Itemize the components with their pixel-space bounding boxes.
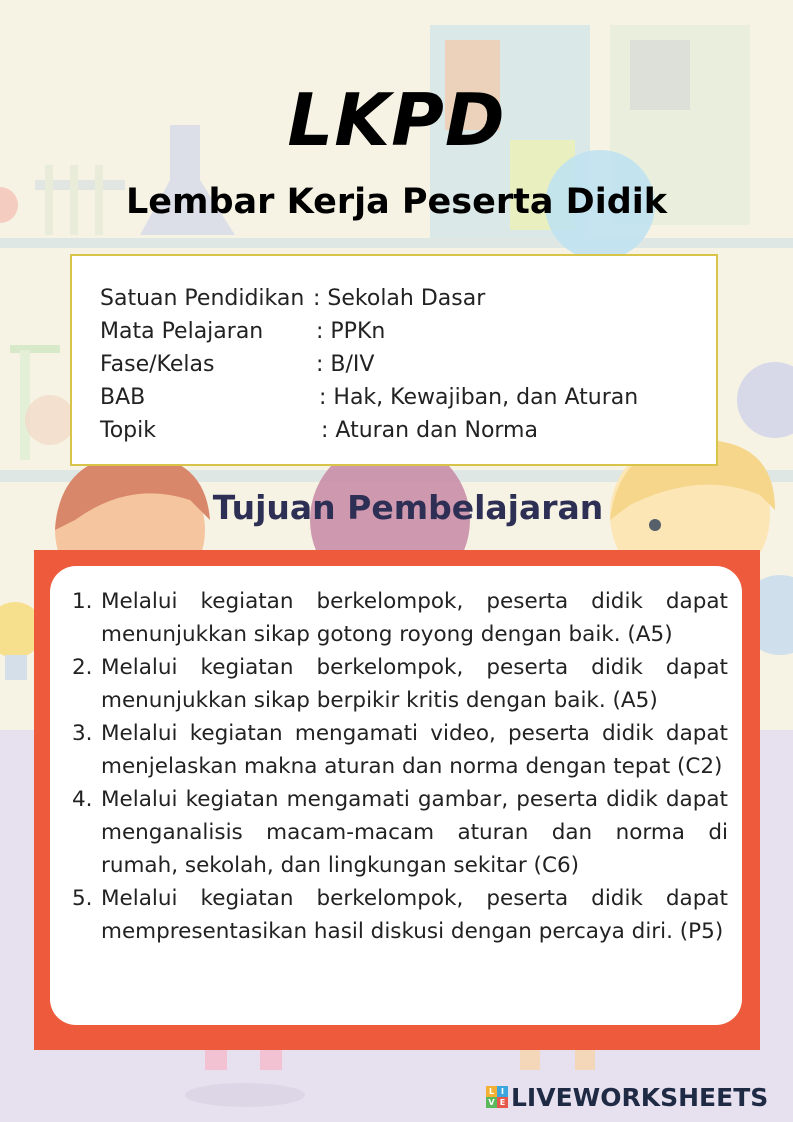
list-item-number: 4. [72, 787, 93, 812]
info-row-mapel [100, 315, 386, 348]
liveworksheets-logo[interactable] [486, 1081, 768, 1113]
logo-text: LIVEWORKSHEETS [511, 1082, 769, 1112]
logo-letter: V [486, 1097, 497, 1108]
logo-letter: I [497, 1086, 508, 1097]
info-label: Mata Pelajaran [100, 319, 264, 344]
list-item-number: 3. [72, 721, 93, 746]
info-value: : B/IV [316, 352, 375, 377]
page-title: LKPD [287, 78, 506, 162]
info-row-bab [100, 381, 639, 414]
info-label: Topik [100, 418, 156, 443]
page-subtitle: Lembar Kerja Peserta Didik [125, 182, 668, 222]
info-label: Fase/Kelas [100, 352, 215, 377]
objectives-list [72, 585, 728, 948]
info-label: Satuan Pendidikan [100, 286, 305, 311]
list-item [72, 882, 728, 948]
section-title-tujuan: Tujuan Pembelajaran [212, 488, 604, 527]
list-item-text: Melalui kegiatan berkelompok, peserta didik dapat menunjukkan sikap gotong royong dengan baik. (A5) [101, 589, 728, 647]
info-value: : Hak, Kewajiban, dan Aturan [319, 385, 639, 410]
liveworksheets-logo-icon [486, 1086, 508, 1108]
info-label: BAB [100, 385, 146, 410]
list-item-number: 5. [72, 886, 93, 911]
info-row-satuan [100, 282, 486, 315]
info-value: : Aturan dan Norma [321, 418, 538, 443]
info-row-topik [100, 414, 538, 447]
info-value: : PPKn [316, 319, 386, 344]
info-row-fase [100, 348, 375, 381]
list-item-text: Melalui kegiatan berkelompok, peserta didik dapat mempresentasikan hasil diskusi dengan percaya diri. (P5) [101, 886, 728, 944]
info-value: : Sekolah Dasar [313, 286, 486, 311]
list-item [72, 783, 728, 882]
list-item [72, 585, 728, 651]
logo-letter: E [497, 1097, 508, 1108]
list-item-number: 2. [72, 655, 93, 680]
logo-letter: L [486, 1086, 497, 1097]
list-item-text: Melalui kegiatan mengamati gambar, peserta didik dapat menganalisis macam-macam aturan dan norma di rumah, sekolah, dan lingkungan sekitar (C6) [101, 787, 728, 878]
list-item-text: Melalui kegiatan mengamati video, peserta didik dapat menjelaskan makna aturan dan norma dengan tepat (C2) [101, 721, 728, 779]
list-item [72, 717, 728, 783]
identity-info-box [70, 254, 718, 466]
list-item [72, 651, 728, 717]
list-item-number: 1. [72, 589, 93, 614]
list-item-text: Melalui kegiatan berkelompok, peserta didik dapat menunjukkan sikap berpikir kritis dengan baik. (A5) [101, 655, 728, 713]
